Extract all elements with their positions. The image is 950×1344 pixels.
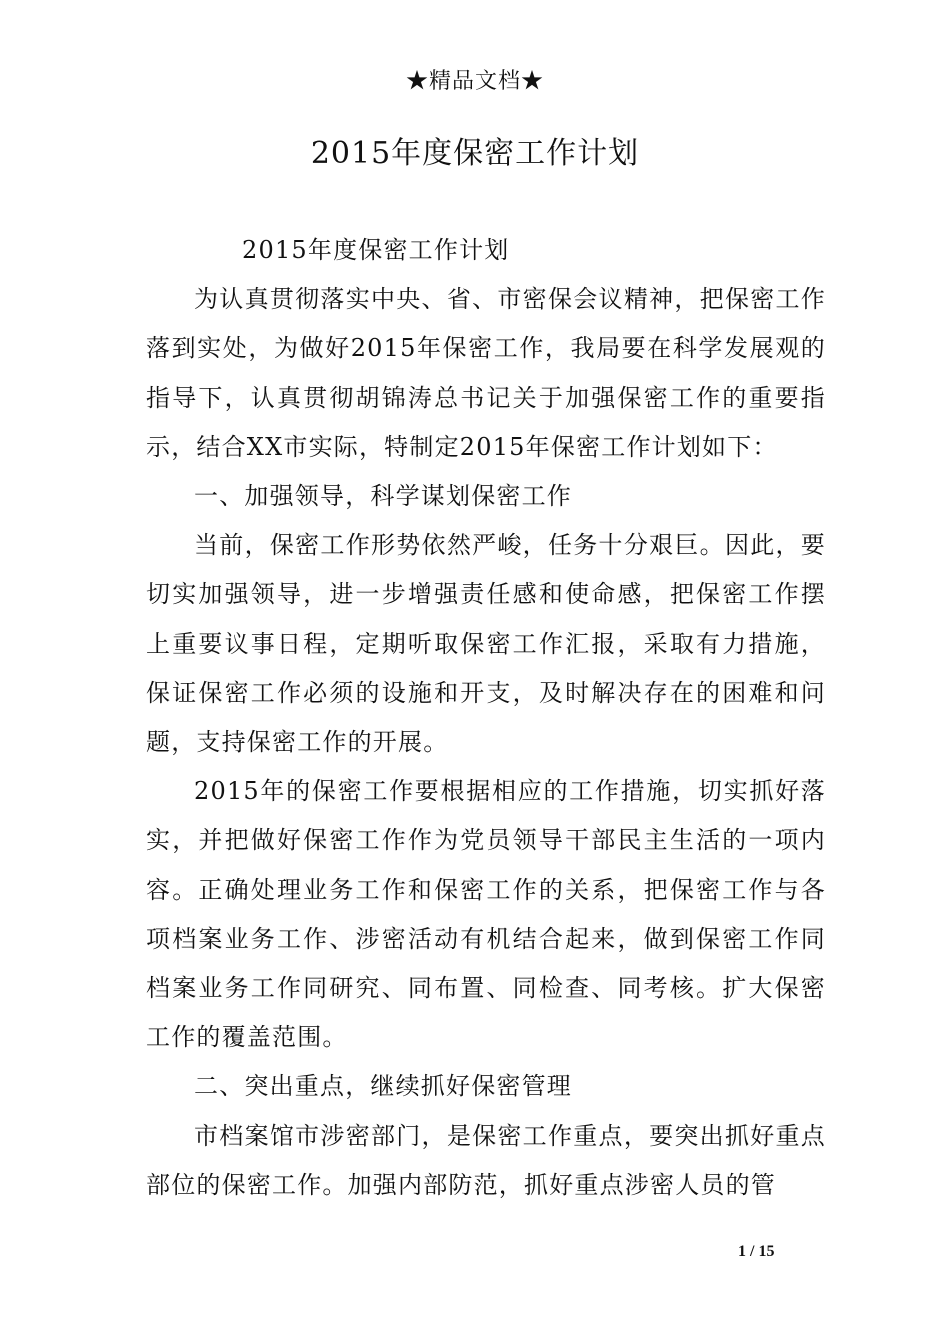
paragraph: 2015年的保密工作要根据相应的工作措施，切实抓好落实，并把做好保密工作作为党员领导干部民主生活的一项内容。正确处理业务工作和保密工作的关系，把保密工作与各项档案业务工作、涉密活动有机结合起来，做到保密工作同档案业务工作同研究、同布置、同检查、同考核。扩大保密工作的覆盖范围。 <box>146 777 826 1052</box>
document-body <box>146 226 826 1210</box>
page-number: 1 / 15 <box>738 1243 775 1260</box>
section-heading: 二、突出重点，继续抓好保密管理 <box>194 1072 572 1101</box>
document-subtitle: 2015年度保密工作计划 <box>242 236 510 264</box>
section-heading: 一、加强领导，科学谋划保密工作 <box>194 482 572 511</box>
page-header: ★精品文档★ <box>405 69 544 94</box>
paragraph: 当前，保密工作形势依然严峻，任务十分艰巨。因此，要切实加强领导，进一步增强责任感和使命感，把保密工作摆上重要议事日程，定期听取保密工作汇报，采取有力措施，保证保密工作必须的设施和开支，及时解决存在的困难和问题，支持保密工作的开展。 <box>146 531 826 757</box>
document-title: 2015年度保密工作计划 <box>310 136 640 171</box>
paragraph: 为认真贯彻落实中央、省、市密保会议精神，把保密工作落到实处，为做好2015年保密工作，我局要在科学发展观的指导下，认真贯彻胡锦涛总书记关于加强保密工作的重要指示，结合XX市实际，特制定2015年保密工作计划如下： <box>146 285 826 461</box>
paragraph: 市档案馆市涉密部门，是保密工作重点，要突出抓好重点部位的保密工作。加强内部防范，抓好重点涉密人员的管 <box>146 1121 826 1199</box>
